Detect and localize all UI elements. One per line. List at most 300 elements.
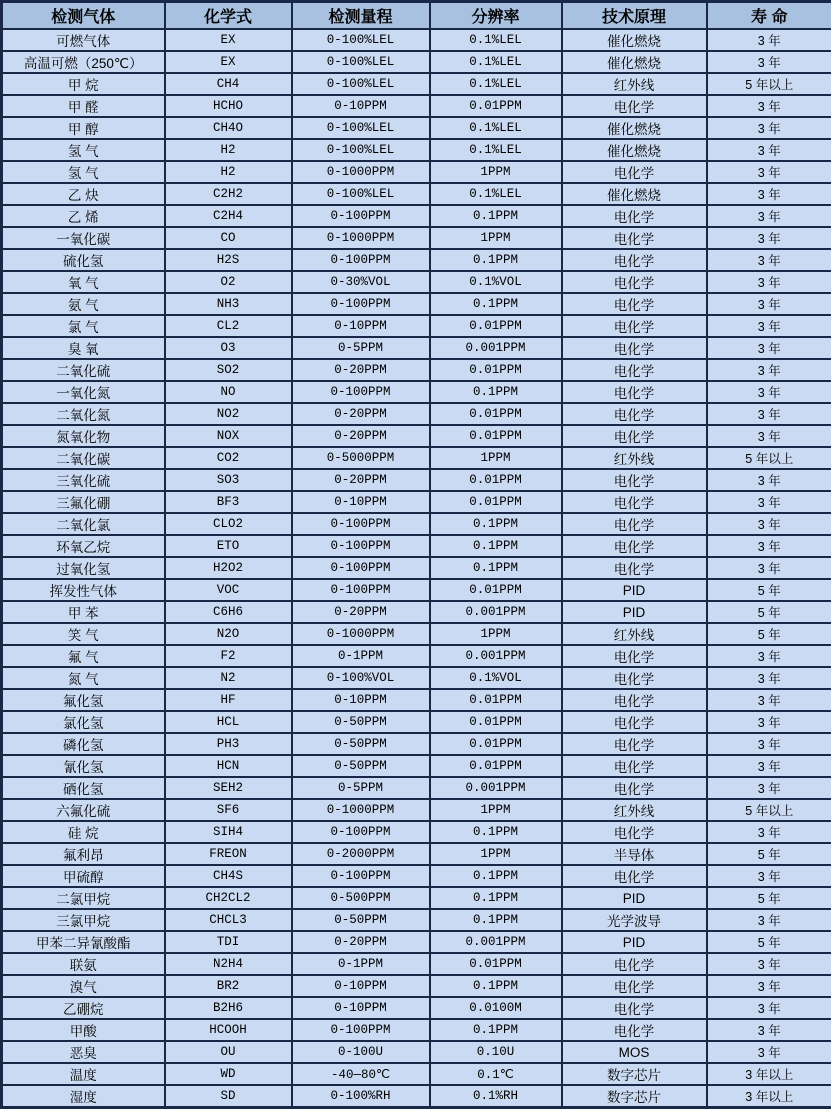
resolution-cell: 0.1PPM (430, 975, 562, 997)
table-row (2, 359, 831, 381)
resolution-cell: 1PPM (430, 161, 562, 183)
lifespan-cell: 5 年 (707, 623, 831, 645)
lifespan-cell: 3 年 (707, 535, 831, 557)
formula-cell: CH4O (165, 117, 292, 139)
range-cell: 0-1PPM (292, 645, 430, 667)
principle-cell: 电化学 (562, 403, 707, 425)
table-row (2, 337, 831, 359)
formula-cell: BR2 (165, 975, 292, 997)
gas-name-cell: 硫化氢 (2, 249, 165, 271)
range-cell: 0-100%LEL (292, 183, 430, 205)
range-cell: 0-100PPM (292, 821, 430, 843)
gas-name-cell: 甲 烷 (2, 73, 165, 95)
resolution-cell: 0.1%LEL (430, 51, 562, 73)
formula-cell: BF3 (165, 491, 292, 513)
formula-cell: NO2 (165, 403, 292, 425)
resolution-cell: 0.01PPM (430, 953, 562, 975)
table-row (2, 1019, 831, 1041)
principle-cell: 电化学 (562, 821, 707, 843)
gas-name-cell: 挥发性气体 (2, 579, 165, 601)
gas-name-cell: 三氧化硫 (2, 469, 165, 491)
gas-name-cell: 硅 烷 (2, 821, 165, 843)
gas-name-cell: 二氧化硫 (2, 359, 165, 381)
lifespan-cell: 3 年 (707, 117, 831, 139)
table-row (2, 1041, 831, 1063)
formula-cell: CL2 (165, 315, 292, 337)
formula-cell: VOC (165, 579, 292, 601)
range-cell: 0-1000PPM (292, 161, 430, 183)
range-cell: -40—80℃ (292, 1063, 430, 1085)
lifespan-cell: 5 年以上 (707, 447, 831, 469)
formula-cell: H2O2 (165, 557, 292, 579)
table-row (2, 161, 831, 183)
table-row (2, 623, 831, 645)
lifespan-cell: 3 年 (707, 249, 831, 271)
column-header-lifespan: 寿 命 (707, 2, 831, 30)
table-row (2, 381, 831, 403)
principle-cell: 半导体 (562, 843, 707, 865)
principle-cell: 催化燃烧 (562, 117, 707, 139)
principle-cell: 电化学 (562, 667, 707, 689)
formula-cell: NH3 (165, 293, 292, 315)
lifespan-cell: 5 年 (707, 843, 831, 865)
formula-cell: HCOOH (165, 1019, 292, 1041)
lifespan-cell: 3 年 (707, 755, 831, 777)
table-row (2, 667, 831, 689)
resolution-cell: 0.01PPM (430, 315, 562, 337)
gas-name-cell: 甲 醛 (2, 95, 165, 117)
column-header-gas: 检测气体 (2, 2, 165, 30)
gas-name-cell: 笑 气 (2, 623, 165, 645)
range-cell: 0-50PPM (292, 755, 430, 777)
gas-name-cell: 二氧化碳 (2, 447, 165, 469)
gas-name-cell: 乙硼烷 (2, 997, 165, 1019)
principle-cell: 催化燃烧 (562, 29, 707, 51)
lifespan-cell: 3 年 (707, 315, 831, 337)
principle-cell: 电化学 (562, 381, 707, 403)
range-cell: 0-1000PPM (292, 623, 430, 645)
table-row (2, 535, 831, 557)
principle-cell: 数字芯片 (562, 1085, 707, 1108)
formula-cell: CH4 (165, 73, 292, 95)
lifespan-cell: 5 年 (707, 887, 831, 909)
resolution-cell: 0.001PPM (430, 777, 562, 799)
resolution-cell: 1PPM (430, 799, 562, 821)
resolution-cell: 0.1%LEL (430, 183, 562, 205)
formula-cell: NOX (165, 425, 292, 447)
table-row (2, 139, 831, 161)
range-cell: 0-100%RH (292, 1085, 430, 1108)
table-row (2, 293, 831, 315)
formula-cell: H2S (165, 249, 292, 271)
principle-cell: 电化学 (562, 557, 707, 579)
principle-cell: 电化学 (562, 491, 707, 513)
lifespan-cell: 5 年以上 (707, 799, 831, 821)
table-row (2, 953, 831, 975)
range-cell: 0-500PPM (292, 887, 430, 909)
resolution-cell: 0.001PPM (430, 645, 562, 667)
range-cell: 0-100PPM (292, 513, 430, 535)
gas-name-cell: 甲苯二异氰酸酯 (2, 931, 165, 953)
table-row (2, 733, 831, 755)
resolution-cell: 0.1PPM (430, 1019, 562, 1041)
table-row (2, 29, 831, 51)
principle-cell: 电化学 (562, 755, 707, 777)
range-cell: 0-100PPM (292, 535, 430, 557)
lifespan-cell: 3 年 (707, 95, 831, 117)
principle-cell: 电化学 (562, 777, 707, 799)
table-row (2, 997, 831, 1019)
resolution-cell: 0.1PPM (430, 887, 562, 909)
lifespan-cell: 3 年 (707, 733, 831, 755)
table-row (2, 403, 831, 425)
principle-cell: PID (562, 887, 707, 909)
formula-cell: N2 (165, 667, 292, 689)
gas-name-cell: 氟利昂 (2, 843, 165, 865)
resolution-cell: 0.01PPM (430, 403, 562, 425)
principle-cell: 电化学 (562, 293, 707, 315)
table-row (2, 579, 831, 601)
range-cell: 0-10PPM (292, 491, 430, 513)
gas-name-cell: 甲 醇 (2, 117, 165, 139)
range-cell: 0-30%VOL (292, 271, 430, 293)
formula-cell: SIH4 (165, 821, 292, 843)
formula-cell: EX (165, 29, 292, 51)
table-row (2, 777, 831, 799)
table-row (2, 51, 831, 73)
principle-cell: 催化燃烧 (562, 51, 707, 73)
resolution-cell: 0.01PPM (430, 733, 562, 755)
table-row (2, 975, 831, 997)
lifespan-cell: 3 年 (707, 271, 831, 293)
gas-name-cell: 高温可燃（250℃） (2, 51, 165, 73)
resolution-cell: 0.10U (430, 1041, 562, 1063)
principle-cell: 电化学 (562, 733, 707, 755)
formula-cell: WD (165, 1063, 292, 1085)
gas-name-cell: 一氧化氮 (2, 381, 165, 403)
range-cell: 0-20PPM (292, 931, 430, 953)
table-row (2, 183, 831, 205)
range-cell: 0-50PPM (292, 909, 430, 931)
formula-cell: B2H6 (165, 997, 292, 1019)
resolution-cell: 0.01PPM (430, 711, 562, 733)
resolution-cell: 0.1PPM (430, 381, 562, 403)
resolution-cell: 0.1PPM (430, 513, 562, 535)
resolution-cell: 0.1PPM (430, 535, 562, 557)
formula-cell: C6H6 (165, 601, 292, 623)
principle-cell: 电化学 (562, 425, 707, 447)
gas-name-cell: 硒化氢 (2, 777, 165, 799)
gas-name-cell: 氯 气 (2, 315, 165, 337)
formula-cell: OU (165, 1041, 292, 1063)
lifespan-cell: 3 年 (707, 183, 831, 205)
gas-name-cell: 氮 气 (2, 667, 165, 689)
gas-name-cell: 恶臭 (2, 1041, 165, 1063)
formula-cell: TDI (165, 931, 292, 953)
principle-cell: 红外线 (562, 623, 707, 645)
resolution-cell: 0.01PPM (430, 359, 562, 381)
formula-cell: SEH2 (165, 777, 292, 799)
table-row (2, 689, 831, 711)
range-cell: 0-20PPM (292, 425, 430, 447)
formula-cell: CO (165, 227, 292, 249)
formula-cell: ETO (165, 535, 292, 557)
range-cell: 0-100%VOL (292, 667, 430, 689)
table-row (2, 315, 831, 337)
table-row (2, 887, 831, 909)
resolution-cell: 0.01PPM (430, 95, 562, 117)
gas-name-cell: 甲硫醇 (2, 865, 165, 887)
gas-name-cell: 氧 气 (2, 271, 165, 293)
formula-cell: SO2 (165, 359, 292, 381)
principle-cell: 电化学 (562, 645, 707, 667)
formula-cell: SF6 (165, 799, 292, 821)
table-row (2, 843, 831, 865)
table-row (2, 557, 831, 579)
formula-cell: C2H4 (165, 205, 292, 227)
resolution-cell: 1PPM (430, 843, 562, 865)
gas-name-cell: 三氟化硼 (2, 491, 165, 513)
column-header-range: 检测量程 (292, 2, 430, 30)
range-cell: 0-20PPM (292, 403, 430, 425)
range-cell: 0-100PPM (292, 249, 430, 271)
gas-name-cell: 二氧化氮 (2, 403, 165, 425)
resolution-cell: 0.001PPM (430, 601, 562, 623)
column-header-resolution: 分辨率 (430, 2, 562, 30)
resolution-cell: 0.1%LEL (430, 29, 562, 51)
table-row (2, 227, 831, 249)
principle-cell: 催化燃烧 (562, 183, 707, 205)
principle-cell: PID (562, 601, 707, 623)
resolution-cell: 0.1%LEL (430, 117, 562, 139)
principle-cell: 电化学 (562, 249, 707, 271)
lifespan-cell: 3 年 (707, 1041, 831, 1063)
gas-name-cell: 氢 气 (2, 139, 165, 161)
resolution-cell: 1PPM (430, 447, 562, 469)
formula-cell: PH3 (165, 733, 292, 755)
resolution-cell: 0.1PPM (430, 249, 562, 271)
formula-cell: N2H4 (165, 953, 292, 975)
principle-cell: 电化学 (562, 1019, 707, 1041)
resolution-cell: 0.1℃ (430, 1063, 562, 1085)
formula-cell: FREON (165, 843, 292, 865)
formula-cell: CLO2 (165, 513, 292, 535)
lifespan-cell: 3 年 (707, 51, 831, 73)
range-cell: 0-20PPM (292, 601, 430, 623)
resolution-cell: 0.1PPM (430, 557, 562, 579)
principle-cell: 电化学 (562, 689, 707, 711)
lifespan-cell: 5 年 (707, 601, 831, 623)
resolution-cell: 0.1PPM (430, 909, 562, 931)
principle-cell: 电化学 (562, 953, 707, 975)
gas-name-cell: 溴气 (2, 975, 165, 997)
formula-cell: HCHO (165, 95, 292, 117)
formula-cell: HCL (165, 711, 292, 733)
formula-cell: CHCL3 (165, 909, 292, 931)
range-cell: 0-10PPM (292, 95, 430, 117)
lifespan-cell: 3 年 (707, 227, 831, 249)
gas-name-cell: 甲酸 (2, 1019, 165, 1041)
table-row (2, 425, 831, 447)
range-cell: 0-10PPM (292, 689, 430, 711)
resolution-cell: 0.1PPM (430, 293, 562, 315)
resolution-cell: 1PPM (430, 227, 562, 249)
table-row (2, 1085, 831, 1108)
table-row (2, 205, 831, 227)
formula-cell: O3 (165, 337, 292, 359)
table-row (2, 931, 831, 953)
lifespan-cell: 3 年 (707, 711, 831, 733)
formula-cell: N2O (165, 623, 292, 645)
lifespan-cell: 3 年 (707, 491, 831, 513)
principle-cell: PID (562, 931, 707, 953)
table-row (2, 95, 831, 117)
principle-cell: 红外线 (562, 447, 707, 469)
table-row (2, 821, 831, 843)
gas-name-cell: 一氧化碳 (2, 227, 165, 249)
table-row (2, 469, 831, 491)
range-cell: 0-5PPM (292, 337, 430, 359)
principle-cell: 电化学 (562, 997, 707, 1019)
gas-name-cell: 过氧化氢 (2, 557, 165, 579)
lifespan-cell: 3 年 (707, 997, 831, 1019)
table-row (2, 865, 831, 887)
range-cell: 0-100%LEL (292, 139, 430, 161)
gas-name-cell: 甲 苯 (2, 601, 165, 623)
header-row (2, 2, 831, 30)
range-cell: 0-10PPM (292, 315, 430, 337)
resolution-cell: 0.01PPM (430, 425, 562, 447)
lifespan-cell: 3 年 (707, 667, 831, 689)
lifespan-cell: 3 年 (707, 469, 831, 491)
principle-cell: 电化学 (562, 95, 707, 117)
range-cell: 0-1PPM (292, 953, 430, 975)
lifespan-cell: 3 年 (707, 337, 831, 359)
table-row (2, 711, 831, 733)
principle-cell: 电化学 (562, 337, 707, 359)
resolution-cell: 0.1%LEL (430, 139, 562, 161)
gas-name-cell: 三氯甲烷 (2, 909, 165, 931)
principle-cell: 电化学 (562, 315, 707, 337)
table-row (2, 601, 831, 623)
table-row (2, 73, 831, 95)
principle-cell: 电化学 (562, 469, 707, 491)
lifespan-cell: 3 年 (707, 953, 831, 975)
table-row (2, 249, 831, 271)
resolution-cell: 0.1%VOL (430, 271, 562, 293)
resolution-cell: 0.001PPM (430, 337, 562, 359)
principle-cell: 电化学 (562, 535, 707, 557)
formula-cell: HF (165, 689, 292, 711)
resolution-cell: 0.001PPM (430, 931, 562, 953)
gas-name-cell: 湿度 (2, 1085, 165, 1108)
formula-cell: CH2CL2 (165, 887, 292, 909)
lifespan-cell: 3 年 (707, 689, 831, 711)
lifespan-cell: 3 年 (707, 865, 831, 887)
gas-name-cell: 氟 气 (2, 645, 165, 667)
gas-name-cell: 氢 气 (2, 161, 165, 183)
resolution-cell: 0.01PPM (430, 579, 562, 601)
range-cell: 0-20PPM (292, 469, 430, 491)
lifespan-cell: 3 年 (707, 557, 831, 579)
principle-cell: 电化学 (562, 975, 707, 997)
gas-name-cell: 二氧化氯 (2, 513, 165, 535)
resolution-cell: 0.1PPM (430, 205, 562, 227)
gas-name-cell: 六氟化硫 (2, 799, 165, 821)
range-cell: 0-100PPM (292, 381, 430, 403)
formula-cell: C2H2 (165, 183, 292, 205)
range-cell: 0-1000PPM (292, 227, 430, 249)
range-cell: 0-50PPM (292, 711, 430, 733)
range-cell: 0-5PPM (292, 777, 430, 799)
lifespan-cell: 5 年以上 (707, 73, 831, 95)
lifespan-cell: 3 年 (707, 909, 831, 931)
gas-name-cell: 磷化氢 (2, 733, 165, 755)
lifespan-cell: 3 年 (707, 403, 831, 425)
resolution-cell: 0.01PPM (430, 469, 562, 491)
gas-name-cell: 氮氧化物 (2, 425, 165, 447)
principle-cell: 红外线 (562, 73, 707, 95)
lifespan-cell: 3 年 (707, 777, 831, 799)
principle-cell: 电化学 (562, 227, 707, 249)
range-cell: 0-100%LEL (292, 73, 430, 95)
range-cell: 0-100PPM (292, 1019, 430, 1041)
principle-cell: 催化燃烧 (562, 139, 707, 161)
principle-cell: 电化学 (562, 271, 707, 293)
lifespan-cell: 3 年 (707, 29, 831, 51)
range-cell: 0-100%LEL (292, 117, 430, 139)
principle-cell: 数字芯片 (562, 1063, 707, 1085)
resolution-cell: 0.01PPM (430, 491, 562, 513)
resolution-cell: 0.1PPM (430, 865, 562, 887)
lifespan-cell: 5 年 (707, 579, 831, 601)
table-row (2, 645, 831, 667)
column-header-formula: 化学式 (165, 2, 292, 30)
range-cell: 0-100PPM (292, 865, 430, 887)
gas-name-cell: 环氧乙烷 (2, 535, 165, 557)
resolution-cell: 0.01PPM (430, 755, 562, 777)
resolution-cell: 0.0100M (430, 997, 562, 1019)
range-cell: 0-20PPM (292, 359, 430, 381)
table-row (2, 447, 831, 469)
lifespan-cell: 3 年 (707, 425, 831, 447)
formula-cell: SO3 (165, 469, 292, 491)
principle-cell: PID (562, 579, 707, 601)
gas-name-cell: 氰化氢 (2, 755, 165, 777)
table-row (2, 271, 831, 293)
gas-name-cell: 乙 烯 (2, 205, 165, 227)
formula-cell: HCN (165, 755, 292, 777)
lifespan-cell: 3 年 (707, 161, 831, 183)
lifespan-cell: 3 年 (707, 359, 831, 381)
lifespan-cell: 3 年 (707, 205, 831, 227)
table-row (2, 1063, 831, 1085)
gas-name-cell: 氟化氢 (2, 689, 165, 711)
resolution-cell: 0.1%LEL (430, 73, 562, 95)
lifespan-cell: 3 年 (707, 381, 831, 403)
lifespan-cell: 3 年 (707, 821, 831, 843)
gas-name-cell: 氯化氢 (2, 711, 165, 733)
lifespan-cell: 3 年以上 (707, 1063, 831, 1085)
range-cell: 0-10PPM (292, 997, 430, 1019)
resolution-cell: 0.1PPM (430, 821, 562, 843)
resolution-cell: 0.1%VOL (430, 667, 562, 689)
range-cell: 0-5000PPM (292, 447, 430, 469)
gas-name-cell: 可燃气体 (2, 29, 165, 51)
formula-cell: CO2 (165, 447, 292, 469)
range-cell: 0-100PPM (292, 205, 430, 227)
range-cell: 0-100PPM (292, 557, 430, 579)
